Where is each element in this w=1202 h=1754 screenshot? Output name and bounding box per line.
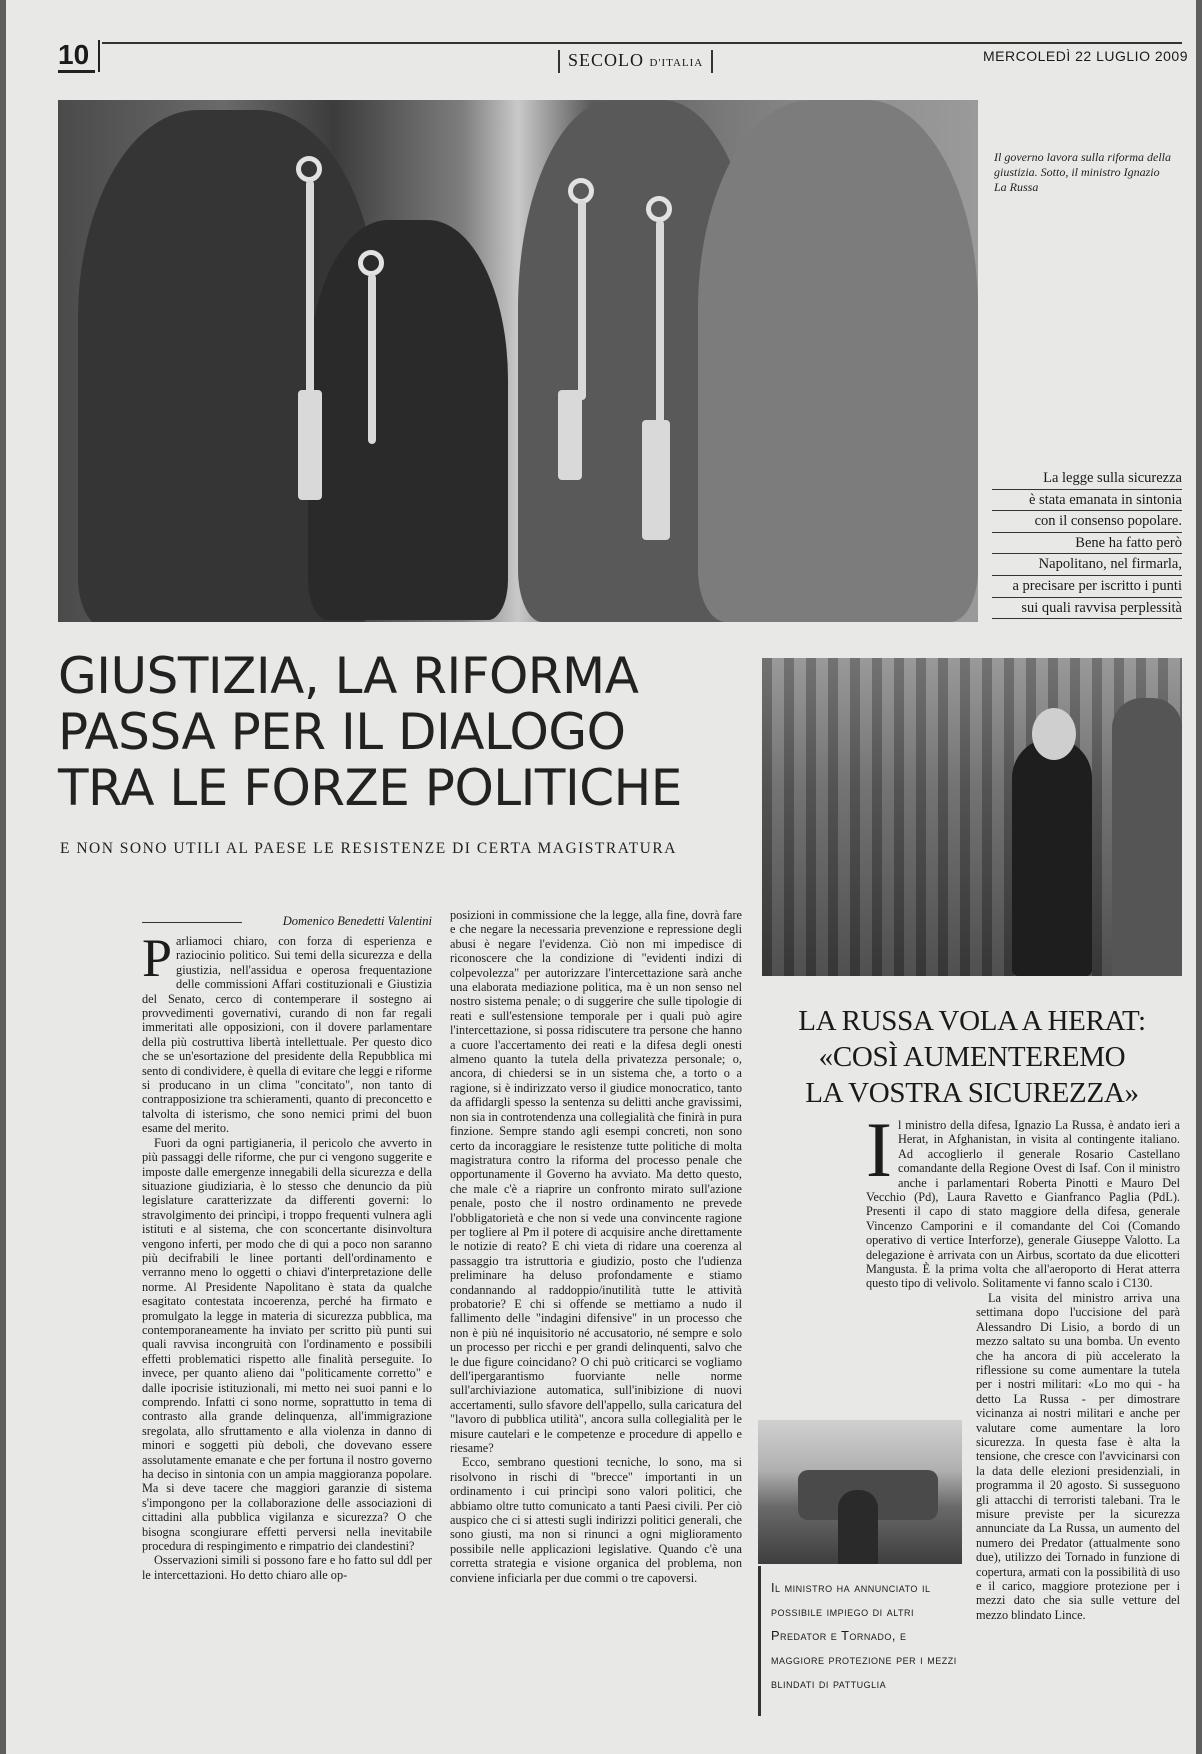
pullquote-line: con il consenso popolare. xyxy=(992,511,1182,533)
tassel-fringe xyxy=(558,390,582,480)
tassel-knot xyxy=(646,196,672,222)
article-column-2 xyxy=(450,908,742,1698)
tassel-cord xyxy=(306,180,314,400)
tassel-knot xyxy=(358,250,384,276)
masthead-date: MERCOLEDÌ 22 LUGLIO 2009 xyxy=(983,48,1188,64)
main-headline-line: PASSA PER IL DIALOGO xyxy=(58,703,626,761)
tassel-cord xyxy=(656,220,664,430)
paragraph: l ministro della difesa, Ignazio La Russa, è andato ieri a Herat, in Afghanistan, in visita al contingente italiano. Ad accoglierlo il generale Rosario Castellano comandante della Regione Ovest di Isaf. Con il ministro anche i parlamentari Roberta Pinotti e Mauro Del Vecchio (Pd), Laura Ravetto e Gianfranco Paglia (PdL). Presenti il capo di stato maggiore della difesa, generale Vincenzo Camporini e il comandante del Coi (Comando operativo di vertice Interforze), generale Giuseppe Valotto. La delegazione è arrivata con un Airbus, scortato da due elicotteri Mangusta. È la prima volta che all'aeroporto di Herat atterra questo tipo di velivolo. Solitamente vi fanno scalo i C130. xyxy=(866,1118,1180,1291)
tassel-cord xyxy=(368,274,376,444)
side-headline-line: «COSÌ AUMENTEREMO xyxy=(818,1041,1126,1073)
pullquote-line: sui quali ravvisa perplessità xyxy=(992,598,1182,620)
side-headline xyxy=(762,1003,1182,1111)
photo-caption-top: Il governo lavora sulla riforma della giustizia. Sotto, il ministro Ignazio La Russa xyxy=(994,150,1171,194)
paper-name-small: D'ITALIA xyxy=(649,57,704,69)
main-subhead: E NON SONO UTILI AL PAESE LE RESISTENZE DI CERTA MAGISTRATURA xyxy=(60,840,677,857)
photo-armored-vehicle xyxy=(758,1420,962,1564)
robe-shape xyxy=(308,220,508,620)
drop-cap: I xyxy=(866,1106,892,1193)
minister-figure xyxy=(1012,738,1092,976)
paragraph: Osservazioni simili si possono fare e ho fatto sul ddl per le intercettazioni. Ho detto chiaro alle op- xyxy=(142,1553,432,1582)
side-headline-line: LA RUSSA VOLA A HERAT: xyxy=(798,1005,1146,1037)
pullquote-line: Bene ha fatto però xyxy=(992,533,1182,555)
paragraph: arliamoci chiaro, con forza di esperienza e raziocinio politico. Sui temi della sicurezza e della giustizia, nell'assidua e operosa frequentazione delle commissioni Affari costituzionali e Giustizia del Senato, cerco di contemperare il sostegno ai provvedimenti governativi, curando di non far regali immeritati alle opposizioni, con il dovere parlamentare della più costruttiva libertà intellettuale. Per questo dico che se un'esortazione del presidente della Repubblica mi sento di condividere, è quella di evitare che leggi e riforme si producano in un clima "concitato", non tanto di contrapposizione tra schieramenti, quanto di preconcetto e talvolta di isterismo, che sono nemici primi del buon esame del merito. xyxy=(142,934,432,1136)
paper-name xyxy=(558,50,713,73)
pullquote-line: La legge sulla sicurezza xyxy=(992,468,1182,490)
paper-name-main: SECOLO xyxy=(568,50,645,70)
pullquote-line: è stata emanata in sintonia xyxy=(992,490,1182,512)
paragraph: La visita del ministro arriva una settimana dopo l'uccisione del parà Alessandro Di Lisio, a bordo di un mezzo saltato su una bomba. Un evento che ha ancora di più accelerato la riflessione su come aumentare la tutela per i nostri militari: «Lo mo qui - ha detto La Russa - per dimostrare vicinanza ai nostri militari e anche per valutare come aumentare la loro sicurezza. In questa fase è alta la tensione, che cresce con l'avvicinarsi con la data delle elezioni presidenziali, in programma il 20 agosto. Si susseguono gli attacchi di terroristi talebani. Tra le misure previste per la sicurezza annunciate da La Russa, un aumento del numero dei Predator (attualmente sono due), utilizzo dei Tornado in funzione di copertura, armati con la possibilità di uso e il carico, maggiore protezione per i mezzi dato che sia sulle vetture del mezzo blindato Lince. xyxy=(976,1290,1180,1622)
masthead-rule xyxy=(102,42,1182,44)
soldier-figure xyxy=(838,1490,878,1564)
page-number: 10 xyxy=(58,40,95,73)
tassel-knot xyxy=(296,156,322,182)
pullquote xyxy=(992,468,1182,619)
byline: Domenico Benedetti Valentini xyxy=(142,914,432,929)
tassel-cord xyxy=(578,200,586,400)
pullquote-line: a precisare per iscritto i punti xyxy=(992,576,1182,598)
newspaper-page xyxy=(6,0,1196,1754)
page-number-bar xyxy=(98,40,100,72)
paragraph: posizioni in commissione che la legge, alla fine, dovrà fare e che negare la necessaria prevenzione e repressione degli abusi è negare l'evidenza. Ciò non mi impedisce di riconoscere che la condizione di "evidenti indizi di colpevolezza" per autorizzare l'intercettazione sarà anche una elaborata mediazione politica, ma è un non senso nel nostro sistema penale; o di suggerire che sulle tipologie di reati e sull'estensione temporale per i quali può agire l'intercettazione, si possa ridiscutere tra persone che hanno a cuore l'accertamento dei reati e la difesa degli onesti almeno quanto la tutela della privatezza personale; o, ancora, di chiedersi se in un sistema che, a torto o a ragione, si è indirizzato verso il giudice monocratico, tanto da affidargli spesso la sentenza su delitti anche gravissimi, non sia in controtendenza una collegialità che finirà in pura finzione. Sempre stando agli esempi concreti, non sono certo da incoraggiare le resistenze tutte politiche di molta magistratura contro la riforma del processo penale che opportunamente il Governo ha avviato. Ma detto questo, che male c'è a riaprire un confronto mirato sull'azione penale, posto che il nostro ordinamento ne prevede l'obbligatorietà e che non si vede una convincente ragione per togliere al Pm il potere di acquisire anche direttamente le notizie di reato? E chi vieta di ridare una coerenza al passaggio tra istruttoria e giudizio, posto che l'udienza preliminare ha deluso profondamente e stiamo condannando al raddoppio/inutilità tutte le attività probatorie? E chi si offende se mettiamo a nudo il fallimento delle "indagini difensive" in un processo che non è più né inquisitorio né accusatorio, né sempre e solo un processo per ricchi e per grandi delinquenti, salvo che le due figure coincidano? O chi può criticarci se vogliamo dell'ipergarantismo fuorviante nelle norme sull'archiviazione automatica, sull'inibizione di nuovi accertamenti, sullo sfavore dell'appello, sulla caricatura del "lavoro di pubblica utilità", ancora sulla collegialità per le misure cautelari e le competenze e procedure di appello e riesame? xyxy=(450,908,742,1456)
main-headline-line: GIUSTIZIA, LA RIFORMA xyxy=(58,647,639,705)
article-column-1 xyxy=(142,928,432,1698)
minister-head xyxy=(1032,708,1076,760)
photo-magistrates-robes xyxy=(58,100,978,622)
masthead xyxy=(58,36,1188,76)
paragraph: Ecco, sembrano questioni tecniche, lo sono, ma si risolvono in rischi di "brecce" importanti in un ordinamento i cui princìpi sono valori politici, che abbiamo oltre tutto comunicato a tanti Paesi civili. Per ciò auspico che ci si attesti sugli indirizzi politici generali, che sono giusti, ma non si rinunci a ogni miglioramento possibile nelle applicazioni legislative. Quando c'è una corretta strategia e visione organica del problema, non conviene inficiarla per due commi o tre capoversi. xyxy=(450,1455,742,1585)
tassel-fringe xyxy=(298,390,322,500)
paragraph: Fuori da ogni partigianeria, il pericolo che avverto in più passaggi delle riforme, che pur ci vengono suggerite e imposte dalle emergenze innegabili della sicurezza e della situazione giudiziaria, è lo stesso che denuncio da più legislature caratterizzate da differenti governi: lo stravolgimento dei princìpi, i troppo frequenti vulnera agli istituti e al sistema, che con sconcertante disinvoltura vengono inferti, per modo che di qui a poco non saranno più decifrabili le linee portanti dell'ordinamento e verranno meno lo oggetti o chiavi d'interpretazione delle norme. Al Presidente Napolitano è stata da qualche esagitato contestata incoerenza, perché ha firmato e promulgato la legge in materia di sicurezza pubblica, ma contemporaneamente ha inviato per scritto più punti sui quali ravvisa incongruità con l'ordinamento e possibili effetti problematici rispetto alle finalità perseguite. Io invece, per quanto alieno dai "politicamente corretto" e dalle ipocrisie istituzionali, mi metto nei suoi panni e lo comprendo. Infatti ci sono norme, soprattutto in tema di contrasto alla grande delinquenza, all'immigrazione sregolata, allo sfruttamento e alla violenza in danno di minori e soggetti più deboli, che dovevano essere assolutamente emanate e che per fortuna il nostro governo ha deciso in sintonia con un ampia maggioranza popolare. Ma si deve tacere che maggiori garanzie di sistema s'impongono per la collaborazione delle associazioni di cittadini alla pubblica vigilanza e sicurezza? O che bisogna scongiurare effetti perversi nella inevitabile procedura di respingimento e rimpatrio dei clandestini? xyxy=(142,1135,432,1554)
drop-cap: P xyxy=(142,928,173,988)
photo-la-russa-troops xyxy=(762,658,1182,976)
side-headline-line: LA VOSTRA SICUREZZA» xyxy=(805,1077,1139,1109)
photo-caption-box: Il ministro ha annunciato il possibile impiego di altri Predator e Tornado, e maggiore protezione per i mezzi blindati di pattuglia xyxy=(758,1566,968,1716)
tassel-fringe xyxy=(642,420,670,540)
main-headline xyxy=(58,648,758,816)
main-headline-line: TRA LE FORZE POLITICHE xyxy=(58,759,682,817)
soldier-figure xyxy=(1112,698,1182,976)
robe-shape xyxy=(698,100,978,622)
pullquote-line: Napolitano, nel firmarla, xyxy=(992,554,1182,576)
